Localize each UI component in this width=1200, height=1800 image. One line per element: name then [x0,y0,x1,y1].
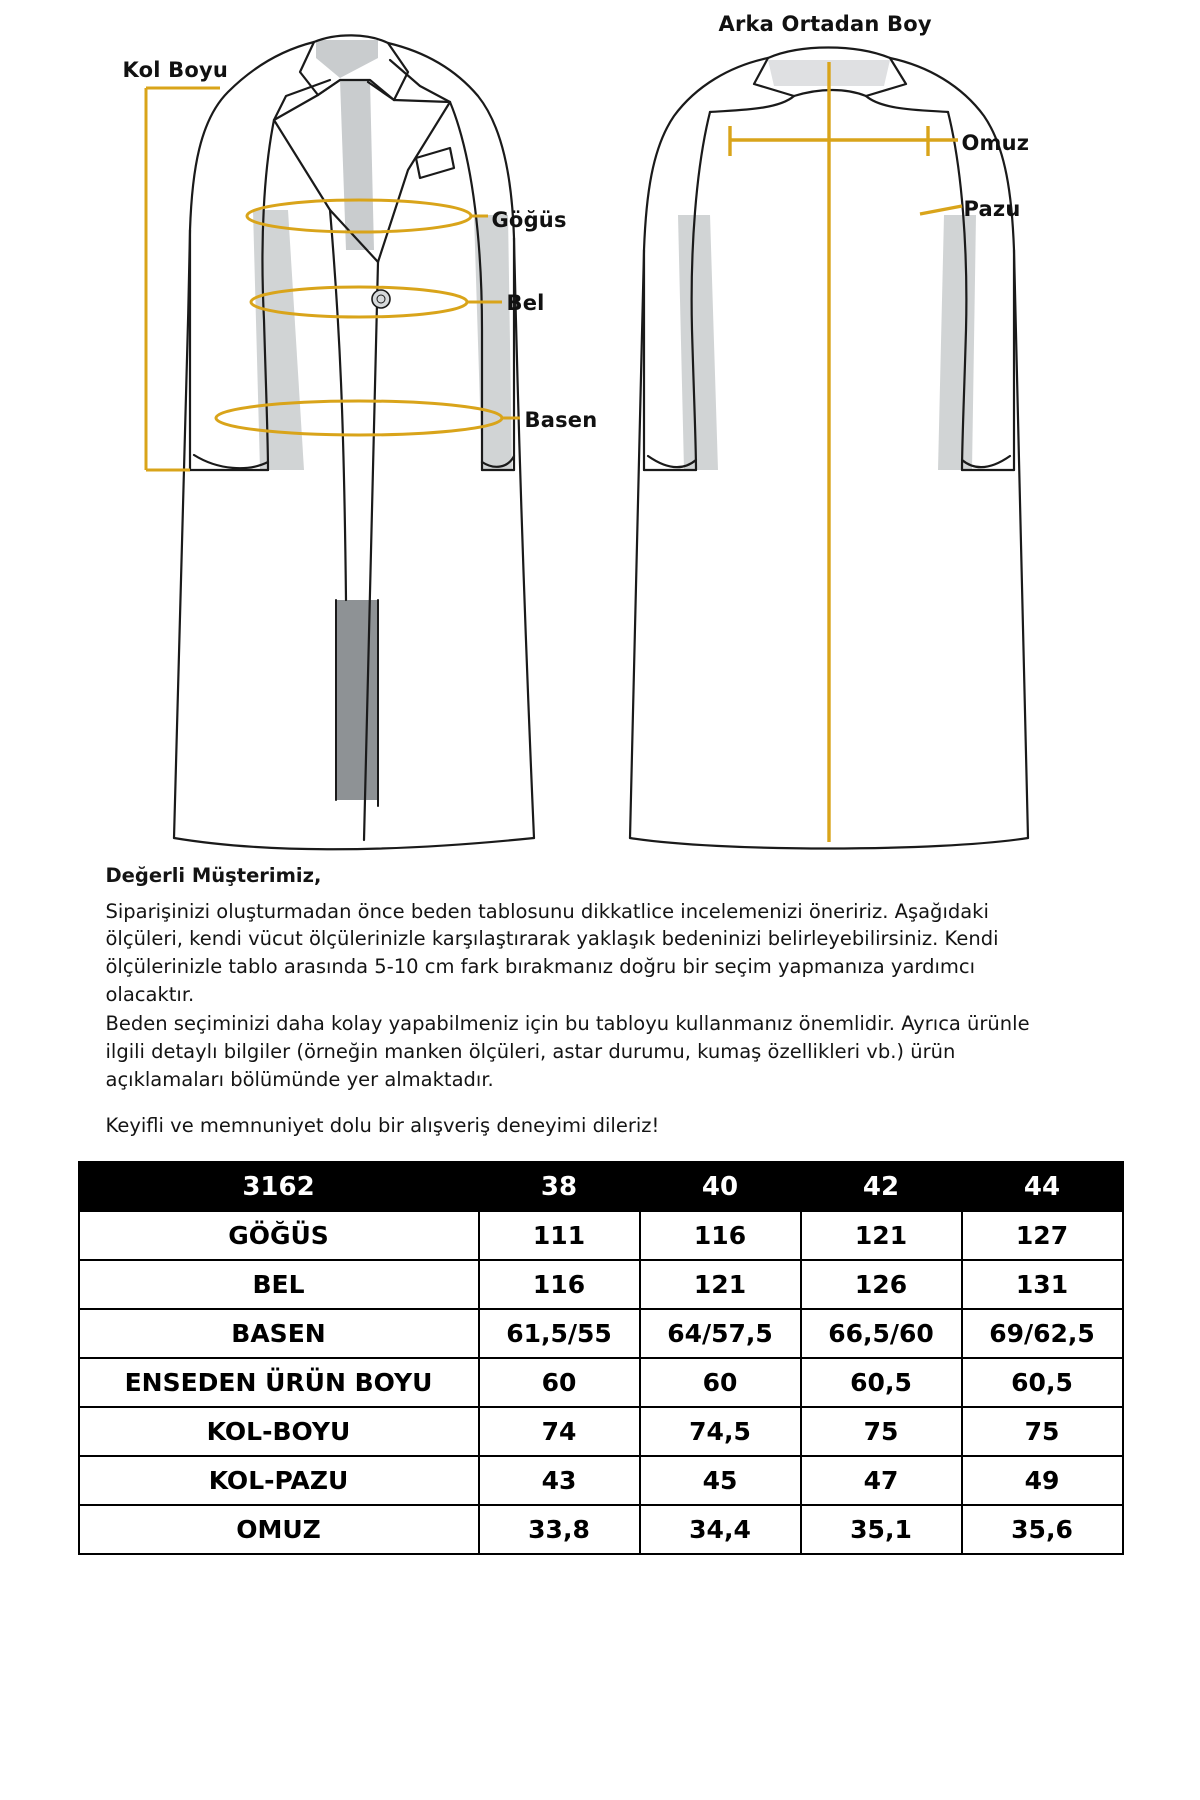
notice-closing: Keyifli ve memnuniyet dolu bir alışveriş deneyimi dileriz! [105,1113,660,1137]
table-header-size-42: 42 [801,1162,962,1211]
size-chart-table [78,1161,1124,1555]
diagram-svg [78,0,1123,862]
notice-paragraph-1: Siparişinizi oluşturmadan önce beden tablosunu dikkatlice incelemenizi öneririz. Aşağıdaki ölçüleri, kendi vücut ölçülerinizle karşılaştırarak yaklaşık bedeninizi belirleyebilirsiniz. Kendi ölçülerinizle tablo arasında 5-10 cm fark bırakmanız doğru bir seçim yapmanıza yardımcı olacaktır. [105,899,999,1006]
cell-basen-44: 69/62,5 [962,1309,1123,1358]
notice-salutation: Değerli Müşterimiz, [105,864,322,887]
cell-gogus-44: 127 [962,1211,1123,1260]
cell-omuz-40: 34,4 [640,1505,801,1554]
cell-kolpazu-42: 47 [801,1456,962,1505]
cell-omuz-44: 35,6 [962,1505,1123,1554]
size-guide-page [78,0,1123,1555]
table-row [79,1456,1123,1505]
table-header-row [79,1162,1123,1211]
cell-enseden-38: 60 [479,1358,640,1407]
garment-measurement-diagram [78,0,1123,862]
table-header-size-38: 38 [479,1162,640,1211]
cell-kolpazu-44: 49 [962,1456,1123,1505]
table-row [79,1358,1123,1407]
cell-kolpazu-38: 43 [479,1456,640,1505]
label-bel: Bel [506,291,545,315]
row-label-enseden-urun-boyu: ENSEDEN ÜRÜN BOYU [79,1358,479,1407]
cell-gogus-38: 111 [479,1211,640,1260]
customer-notice [78,862,1068,1139]
table-row [79,1211,1123,1260]
cell-kolboyu-40: 74,5 [640,1407,801,1456]
notice-paragraph-2: Beden seçiminizi daha kolay yapabilmeniz için bu tabloyu kullanmanız önemlidir. Ayrıca ürünle ilgili detaylı bilgiler (örneğin manken ölçüleri, astar durumu, kumaş özellikleri vb.) ürün açıklamaları bölümünde yer almaktadır. [105,1012,1030,1091]
row-label-bel: BEL [79,1260,479,1309]
coat-front-view [174,35,534,849]
row-label-kol-pazu: KOL-PAZU [79,1456,479,1505]
cell-omuz-38: 33,8 [479,1505,640,1554]
cell-gogus-40: 116 [640,1211,801,1260]
table-header-size-44: 44 [962,1162,1123,1211]
cell-enseden-40: 60 [640,1358,801,1407]
table-header-code: 3162 [79,1162,479,1211]
table-row [79,1407,1123,1456]
cell-bel-44: 131 [962,1260,1123,1309]
table-row [79,1260,1123,1309]
cell-basen-38: 61,5/55 [479,1309,640,1358]
cell-basen-42: 66,5/60 [801,1309,962,1358]
cell-kolboyu-38: 74 [479,1407,640,1456]
kol-boyu-bracket [146,88,220,470]
row-label-gogus: GÖĞÜS [79,1211,479,1260]
cell-kolpazu-40: 45 [640,1456,801,1505]
label-kol-boyu: Kol Boyu [122,58,229,82]
table-row [79,1309,1123,1358]
cell-enseden-44: 60,5 [962,1358,1123,1407]
cell-gogus-42: 121 [801,1211,962,1260]
label-omuz: Omuz [961,131,1030,155]
cell-bel-38: 116 [479,1260,640,1309]
cell-bel-42: 126 [801,1260,962,1309]
table-header-size-40: 40 [640,1162,801,1211]
cell-basen-40: 64/57,5 [640,1309,801,1358]
label-pazu: Pazu [963,197,1021,221]
label-basen: Basen [524,408,598,432]
cell-kolboyu-42: 75 [801,1407,962,1456]
table-row [79,1505,1123,1554]
label-gogus: Göğüs [491,208,567,232]
row-label-kol-boyu: KOL-BOYU [79,1407,479,1456]
row-label-basen: BASEN [79,1309,479,1358]
omuz-line [730,126,958,156]
cell-omuz-42: 35,1 [801,1505,962,1554]
cell-enseden-42: 60,5 [801,1358,962,1407]
cell-kolboyu-44: 75 [962,1407,1123,1456]
row-label-omuz: OMUZ [79,1505,479,1554]
cell-bel-40: 121 [640,1260,801,1309]
label-arka-ortadan-boy: Arka Ortadan Boy [718,12,932,36]
pazu-line [920,206,962,214]
